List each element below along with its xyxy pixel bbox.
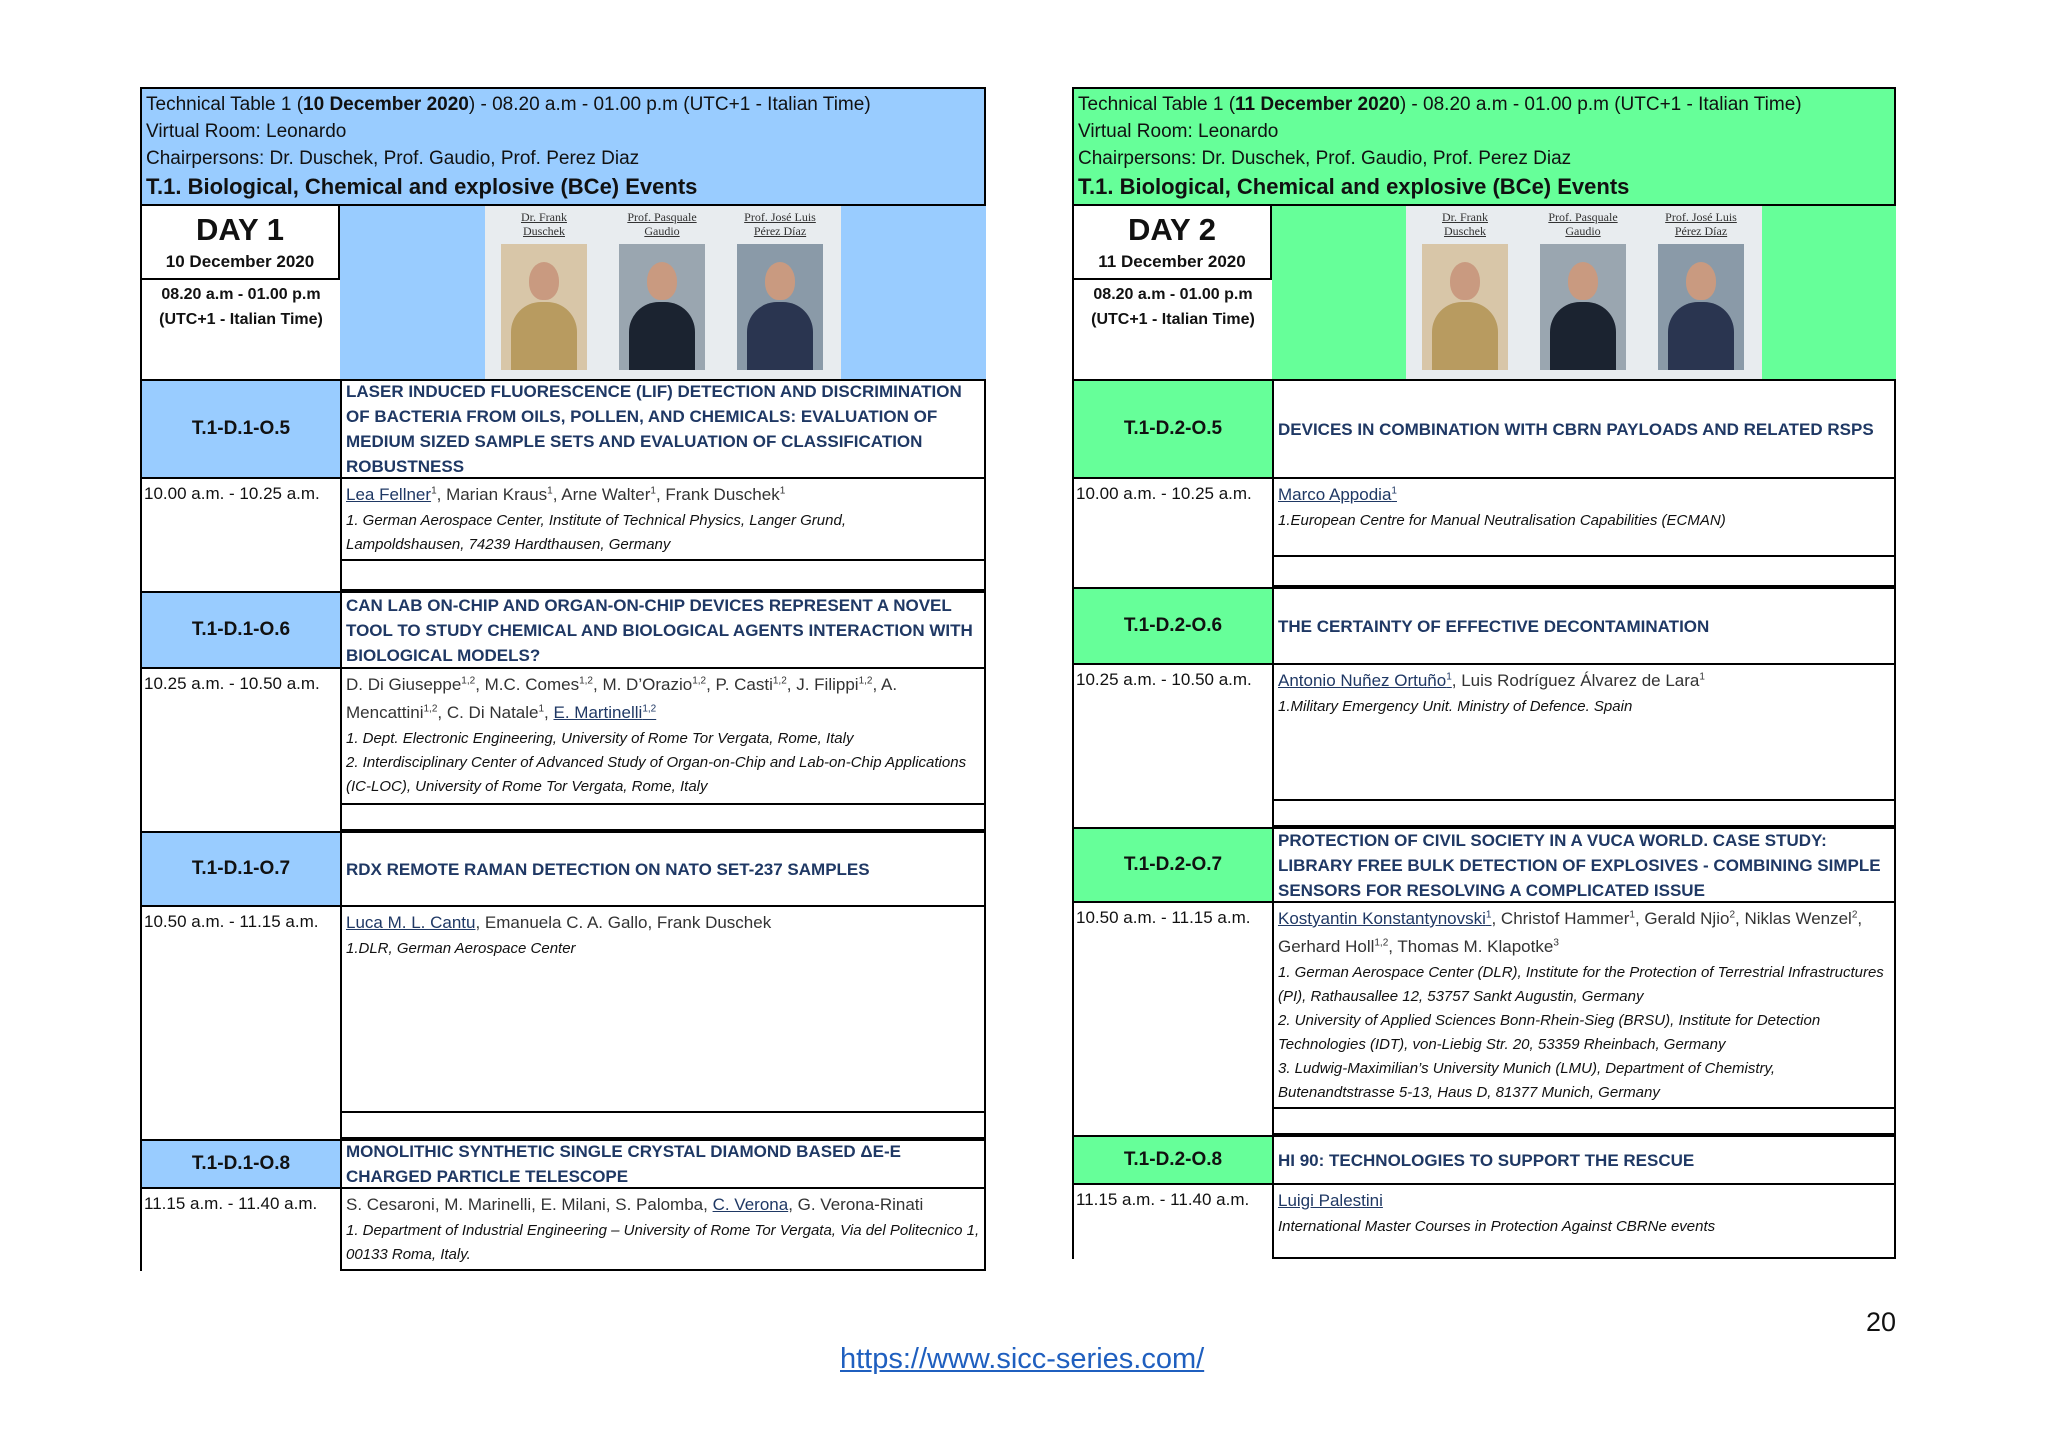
header-line1: Technical Table 1 (11 December 2020) - 08.20 a.m - 01.00 p.m (UTC+1 - Italian Time)	[1078, 94, 1802, 115]
chairperson-name[interactable]: Dr. Frank Duschek	[1442, 210, 1488, 238]
talk-block	[1072, 827, 1896, 1135]
talk-details	[340, 1189, 986, 1271]
affiliation: 3. Ludwig-Maximilian’s University Munich (LMU), Department of Chemistry, Butenandtstrasse 5-13, Haus D, 81377 Munich, Germany	[1278, 1060, 1776, 1101]
talk-time: 10.50 a.m. - 11.15 a.m.	[1076, 908, 1251, 927]
chairperson-2	[1524, 206, 1642, 379]
footer-website-link[interactable]: https://www.sicc-series.com/	[840, 1343, 1205, 1375]
talk-block	[1072, 379, 1896, 587]
session-title: T.1. Biological, Chemical and explosive (BCe) Events	[1078, 174, 1630, 199]
talk-code: T.1-D.1-O.6	[142, 591, 340, 669]
talk-code: T.1-D.1-O.5	[142, 379, 340, 479]
chairperson-name[interactable]: Prof. Pasquale Gaudio	[1548, 210, 1618, 238]
talk-details	[1272, 479, 1896, 557]
day1-label-box	[142, 206, 340, 379]
talk-authors[interactable]: Lea Fellner$^1$, Marian Kraus$^1$, Arne Walter$^1$, Frank Duschek$^1$	[346, 485, 786, 504]
page-number: 20	[1866, 1307, 1897, 1337]
talk-authors[interactable]: Luca M. L. Cantu, Emanuela C. A. Gallo, Frank Duschek	[346, 913, 772, 932]
talk-time: 10.00 a.m. - 10.25 a.m.	[1076, 484, 1252, 503]
talk-code: T.1-D.2-O.8	[1074, 1135, 1272, 1185]
day-label: DAY 2	[1128, 212, 1216, 247]
affiliation: 1.DLR, German Aerospace Center	[346, 940, 576, 957]
chairperson-name[interactable]: Prof. José Luis Pérez Díaz	[1665, 210, 1737, 238]
affiliation: 1.Military Emergency Unit. Ministry of Defence. Spain	[1278, 698, 1633, 715]
day-date: 11 December 2020	[1098, 252, 1246, 271]
day2-banner	[1072, 206, 1896, 379]
talk-title: RDX REMOTE RAMAN DETECTION ON NATO SET-237 SAMPLES	[340, 831, 986, 907]
day2-label-box	[1074, 206, 1272, 379]
chairpersons: Chairpersons: Dr. Duschek, Prof. Gaudio, Prof. Perez Diaz	[1078, 148, 1572, 169]
day-date: 10 December 2020	[165, 252, 315, 271]
affiliation: 1.European Centre for Manual Neutralisation Capabilities (ECMAN)	[1278, 512, 1726, 529]
chairperson-name[interactable]: Prof. Pasquale Gaudio	[627, 210, 697, 238]
chairperson-photos	[1272, 206, 1896, 379]
talk-details	[340, 479, 986, 561]
talk-authors[interactable]: Kostyantin Konstantynovski$^1$, Christof Hammer$^1$, Gerald Njio$^2$, Niklas Wenzel$^2$, Gerhard Holl$^{1,2}$, Thomas M. Klapotke$^3$	[1278, 909, 1863, 956]
talk-title: MONOLITHIC SYNTHETIC SINGLE CRYSTAL DIAMOND BASED ΔE-E CHARGED PARTICLE TELESCOPE	[340, 1139, 986, 1189]
day1-schedule	[140, 87, 986, 1271]
talk-code: T.1-D.1-O.7	[142, 831, 340, 907]
affiliation: 1. Department of Industrial Engineering – University of Rome Tor Vergata, Via del Politecnico 1, 00133 Roma, Italy.	[346, 1222, 980, 1263]
talk-code: T.1-D.1-O.8	[142, 1139, 340, 1189]
chairperson-name[interactable]: Dr. Frank Duschek	[521, 210, 567, 238]
chairperson-1	[485, 206, 603, 379]
chairperson-photo	[1422, 244, 1508, 370]
talk-authors[interactable]: Antonio Nuñez Ortuño$^1$, Luis Rodríguez Álvarez de Lara$^1$	[1278, 671, 1705, 690]
talk-time: 11.15 a.m. - 11.40 a.m.	[144, 1194, 318, 1213]
chairperson-3	[1642, 206, 1760, 379]
chairperson-photo	[619, 244, 705, 370]
talk-title: DEVICES IN COMBINATION WITH CBRN PAYLOADS AND RELATED RSPS	[1272, 379, 1896, 479]
day-label: DAY 1	[196, 212, 284, 247]
talk-time: 10.25 a.m. - 10.50 a.m.	[144, 674, 320, 693]
talk-time: 10.00 a.m. - 10.25 a.m.	[144, 484, 320, 503]
chairperson-3	[721, 206, 839, 379]
talk-block	[1072, 1135, 1896, 1259]
talk-details	[340, 907, 986, 1113]
chairpersons: Chairpersons: Dr. Duschek, Prof. Gaudio, Prof. Perez Diaz	[146, 148, 640, 169]
affiliation: International Master Courses in Protection Against CBRNe events	[1278, 1218, 1716, 1235]
talk-details	[340, 669, 986, 805]
talk-authors[interactable]: Luigi Palestini	[1278, 1191, 1383, 1210]
affiliation: 1. Dept. Electronic Engineering, University of Rome Tor Vergata, Rome, Italy	[346, 730, 854, 747]
virtual-room: Virtual Room: Leonardo	[146, 121, 347, 142]
talk-block	[140, 591, 986, 831]
day2-schedule	[1072, 87, 1896, 1259]
affiliation: 2. University of Applied Sciences Bonn-Rhein-Sieg (BRSU), Institute for Detection Technologies (IDT), von-Liebig Str. 20, 53359 Rheinbach, Germany	[1278, 1012, 1821, 1053]
talk-time: 10.25 a.m. - 10.50 a.m.	[1076, 670, 1252, 689]
chairperson-1	[1406, 206, 1524, 379]
talk-details	[1272, 665, 1896, 801]
talk-title: LASER INDUCED FLUORESCENCE (LIF) DETECTION AND DISCRIMINATION OF BACTERIA FROM OILS, POLLEN, AND CHEMICALS: EVALUATION OF MEDIUM SIZED SAMPLE SETS AND EVALUATION OF CLASSIFICATION ROBUSTNESS	[340, 379, 986, 479]
talk-title: HI 90: TECHNOLOGIES TO SUPPORT THE RESCUE	[1272, 1135, 1896, 1185]
talk-time: 11.15 a.m. - 11.40 a.m.	[1076, 1190, 1250, 1209]
talk-code: T.1-D.2-O.5	[1074, 379, 1272, 479]
talk-code: T.1-D.2-O.6	[1074, 587, 1272, 665]
chairperson-photos	[340, 206, 986, 379]
talk-title: PROTECTION OF CIVIL SOCIETY IN A VUCA WORLD. CASE STUDY: LIBRARY FREE BULK DETECTION OF EXPLOSIVES - COMBINING SIMPLE SENSORS FOR RESOLVING A COMPLICATED ISSUE	[1272, 827, 1896, 903]
chairperson-photo	[1658, 244, 1744, 370]
talk-block	[140, 379, 986, 591]
day1-header	[140, 87, 986, 206]
spacer-row	[1072, 801, 1896, 827]
affiliation: 2. Interdisciplinary Center of Advanced Study of Organ-on-Chip and Lab-on-Chip Applications (IC-LOC), University of Rome Tor Vergata, Rome, Italy	[346, 754, 967, 795]
chairperson-2	[603, 206, 721, 379]
header-line1: Technical Table 1 (10 December 2020) - 08.20 a.m - 01.00 p.m (UTC+1 - Italian Time)	[146, 94, 871, 115]
affiliation: 1. German Aerospace Center, Institute of Technical Physics, Langer Grund,	[346, 512, 846, 529]
spacer-row	[140, 1113, 986, 1139]
talk-block	[1072, 587, 1896, 827]
talk-title: THE CERTAINTY OF EFFECTIVE DECONTAMINATION	[1272, 587, 1896, 665]
session-title: T.1. Biological, Chemical and explosive (BCe) Events	[146, 174, 698, 199]
talk-authors[interactable]: D. Di Giuseppe$^{1,2}$, M.C. Comes$^{1,2}$, M. D’Orazio$^{1,2}$, P. Casti$^{1,2}$, J. Filippi$^{1,2}$, A. Mencattini$^{1,2}$, C. Di Natale$^1$, E. Martinelli$^{1,2}$	[346, 675, 898, 722]
virtual-room: Virtual Room: Leonardo	[1078, 121, 1279, 142]
talk-details	[1272, 1185, 1896, 1259]
chairperson-photo	[1540, 244, 1626, 370]
chairperson-photo	[501, 244, 587, 370]
affiliation: 1. German Aerospace Center (DLR), Institute for the Protection of Terrestrial Infrastructures (PI), Rathausallee 12, 53757 Sankt Augustin, Germany	[1278, 964, 1884, 1005]
day-time: 08.20 a.m - 01.00 p.m (UTC+1 - Italian Time)	[1091, 286, 1255, 328]
day-time: 08.20 a.m - 01.00 p.m (UTC+1 - Italian Time)	[159, 286, 323, 328]
day2-header	[1072, 87, 1896, 206]
spacer-row	[140, 561, 986, 591]
talk-time: 10.50 a.m. - 11.15 a.m.	[144, 912, 319, 931]
day1-banner	[140, 206, 986, 379]
chairperson-name[interactable]: Prof. José Luis Pérez Díaz	[744, 210, 816, 238]
talk-code: T.1-D.2-O.7	[1074, 827, 1272, 903]
talk-authors[interactable]: S. Cesaroni, M. Marinelli, E. Milani, S. Palomba, C. Verona, G. Verona-Rinati	[346, 1195, 924, 1214]
talk-authors[interactable]: Marco Appodia$^1$	[1278, 485, 1397, 504]
talk-block	[140, 1139, 986, 1271]
talk-details	[1272, 903, 1896, 1109]
talk-block	[140, 831, 986, 1139]
spacer-row	[1072, 1109, 1896, 1135]
affiliation: Lampoldshausen, 74239 Hardthausen, Germany	[346, 536, 671, 553]
spacer-row	[140, 805, 986, 831]
chairperson-photo	[737, 244, 823, 370]
talk-title: CAN LAB ON-CHIP AND ORGAN-ON-CHIP DEVICES REPRESENT A NOVEL TOOL TO STUDY CHEMICAL AND BIOLOGICAL AGENTS INTERACTION WITH BIOLOGICAL MODELS?	[340, 591, 986, 669]
spacer-row	[1072, 557, 1896, 587]
